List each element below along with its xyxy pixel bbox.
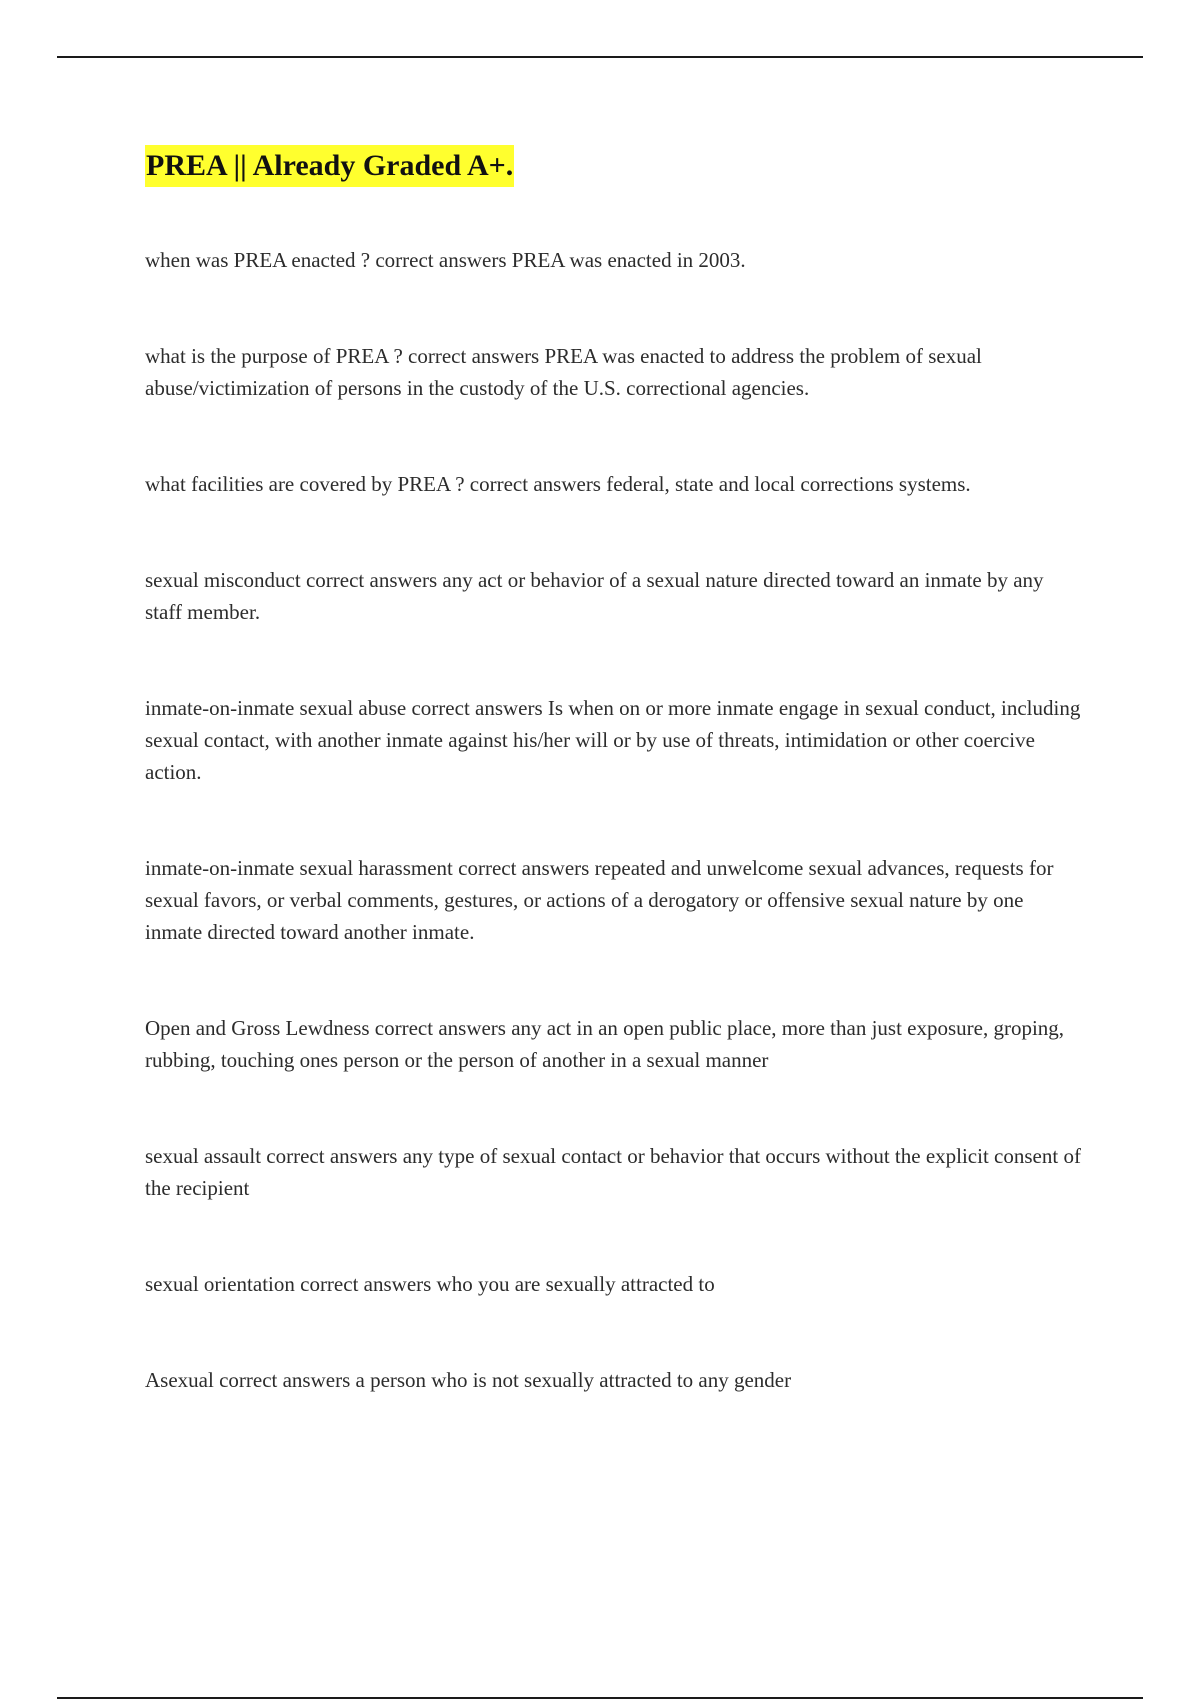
document-body	[145, 145, 1085, 1460]
qa-item: inmate-on-inmate sexual abuse correct answers Is when on or more inmate engage in sexual conduct, including sexual contact, with another inmate against his/her will or by use of threats, intimidation or other coercive action.	[145, 696, 1081, 784]
header-rule	[57, 56, 1143, 58]
qa-item: what facilities are covered by PREA ? correct answers federal, state and local corrections systems.	[145, 472, 971, 496]
qa-list	[145, 244, 1085, 1396]
qa-item: sexual misconduct correct answers any act or behavior of a sexual nature directed toward an inmate by any staff member.	[145, 568, 1044, 624]
qa-item: what is the purpose of PREA ? correct answers PREA was enacted to address the problem of sexual abuse/victimization of persons in the custody of the U.S. correctional agencies.	[145, 344, 982, 400]
document-title: PREA || Already Graded A+.	[145, 145, 514, 187]
qa-item: when was PREA enacted ? correct answers PREA was enacted in 2003.	[145, 248, 746, 272]
qa-item: sexual assault correct answers any type of sexual contact or behavior that occurs without the explicit consent of the recipient	[145, 1144, 1081, 1200]
qa-item: inmate-on-inmate sexual harassment correct answers repeated and unwelcome sexual advances, requests for sexual favors, or verbal comments, gestures, or actions of a derogatory or offensive sexual nature by one inmate directed toward another inmate.	[145, 856, 1054, 944]
qa-item: Open and Gross Lewdness correct answers any act in an open public place, more than just exposure, groping, rubbing, touching ones person or the person of another in a sexual manner	[145, 1016, 1065, 1072]
qa-item: Asexual correct answers a person who is not sexually attracted to any gender	[145, 1368, 792, 1392]
footer-rule	[57, 1697, 1143, 1699]
qa-item: sexual orientation correct answers who you are sexually attracted to	[145, 1272, 715, 1296]
